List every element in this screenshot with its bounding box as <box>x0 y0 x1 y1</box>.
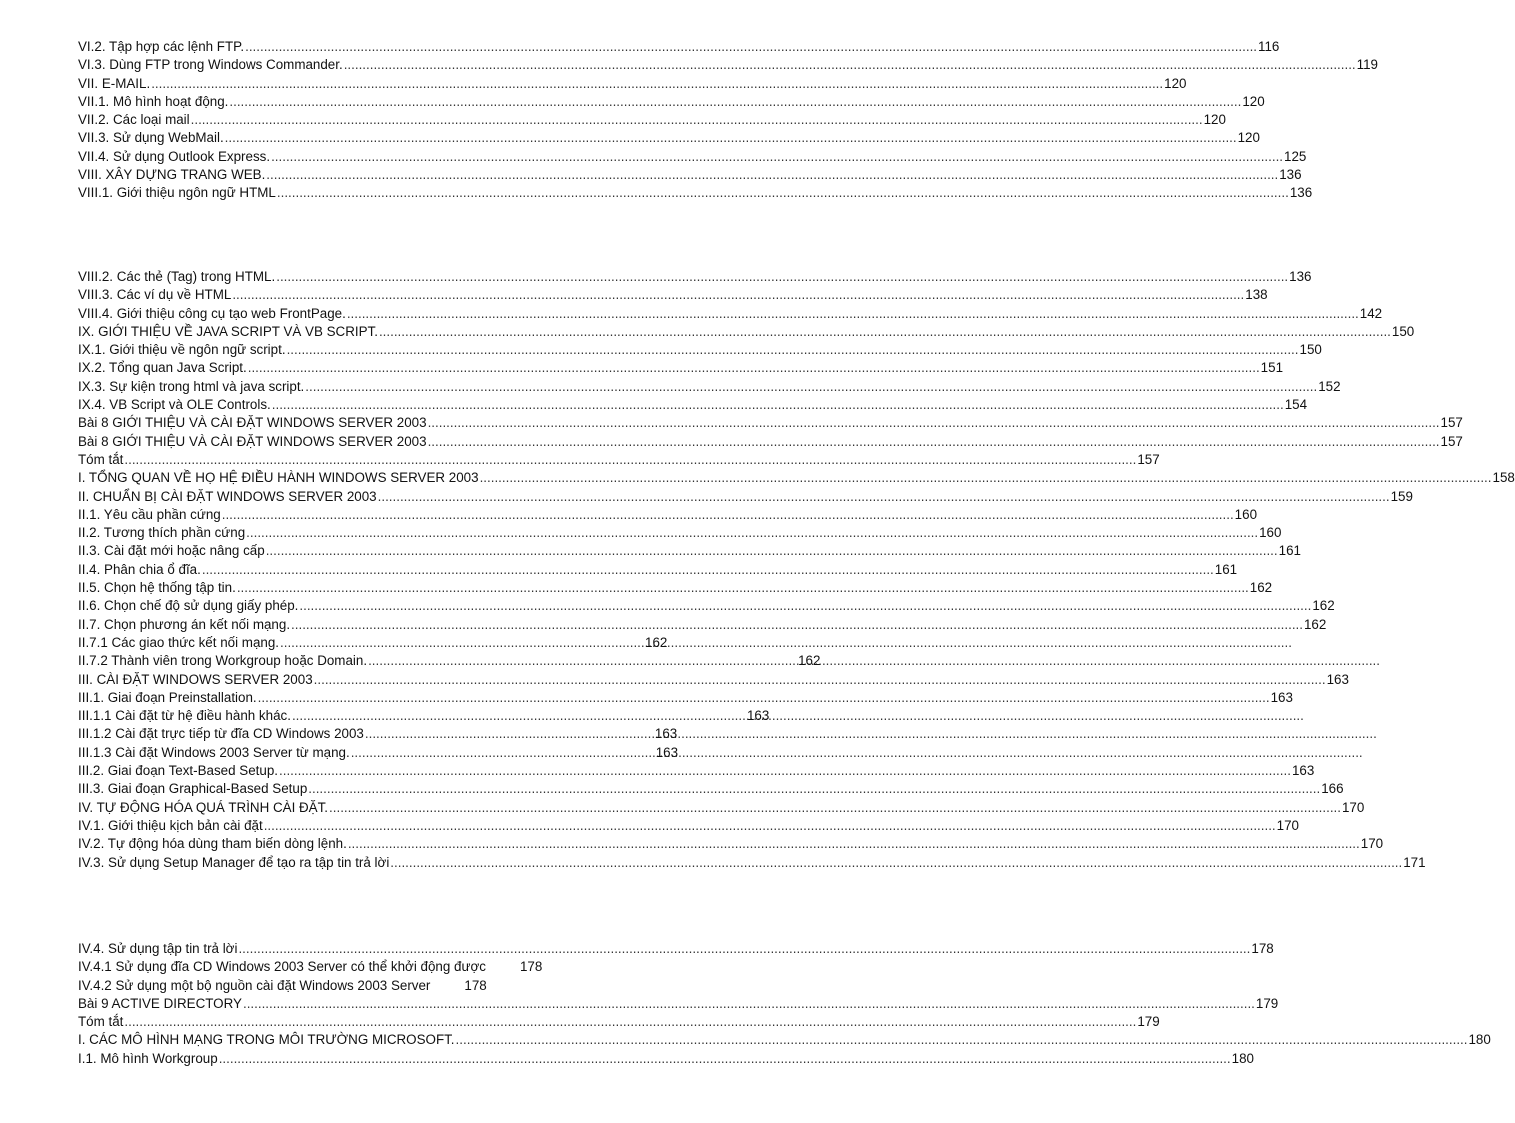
toc-entry-page: 162 <box>645 634 668 650</box>
toc-entry-page: 116 <box>1258 39 1280 54</box>
toc-entry-title: II. CHUẨN BỊ CÀI ĐẶT WINDOWS SERVER 2003 <box>78 488 377 504</box>
toc-entry-title: VIII.3. Các ví dụ về HTML <box>78 287 232 303</box>
toc-entry-page: 180 <box>1231 1050 1254 1066</box>
toc-entry <box>78 725 760 743</box>
toc-entry-page: 163 <box>1326 671 1349 687</box>
toc-entry-title: II.3. Cài đặt mới hoặc nâng cấp <box>78 543 265 559</box>
toc-entry-page: 163 <box>655 744 679 760</box>
toc-entry <box>78 1031 1491 1049</box>
toc-entry <box>78 488 1413 506</box>
toc-entry-title: VI.3. Dùng FTP trong Windows Commander. <box>78 57 343 73</box>
toc-entry <box>78 433 1463 451</box>
toc-entry-page: 162 <box>798 653 821 669</box>
dot-leader <box>258 689 1270 707</box>
toc-entry <box>78 707 770 725</box>
dot-leader <box>428 414 1440 432</box>
toc-entry <box>78 616 1327 634</box>
dot-leader <box>428 433 1440 451</box>
dot-leader <box>222 506 1234 524</box>
toc-entry-title: IX.1. Giới thiệu về ngôn ngữ script. <box>78 342 286 358</box>
dot-leader <box>243 995 1255 1013</box>
toc-entry-page: 138 <box>1245 287 1268 303</box>
toc-entry-page: 120 <box>1164 75 1187 91</box>
toc-entry-title: Tóm tắt <box>78 451 124 467</box>
dot-leader <box>299 597 1311 615</box>
toc-entry-title: I.1. Mô hình Workgroup <box>78 1050 218 1066</box>
toc-entry-title: IX.3. Sự kiện trong html và java script. <box>78 378 305 394</box>
toc-entry-page: 142 <box>1359 305 1383 321</box>
dot-leader <box>238 940 1250 958</box>
dot-leader <box>272 396 1284 414</box>
toc-entry <box>78 305 1383 323</box>
toc-entry-page: 163 <box>1270 689 1293 705</box>
dot-leader <box>329 799 1341 817</box>
toc-entry-page: 157 <box>1440 415 1463 431</box>
dot-leader <box>266 542 1278 560</box>
dot-leader <box>348 835 1360 853</box>
toc-entry-page: 178 <box>1251 941 1274 956</box>
toc-entry-title: VII.1. Mô hình hoạt động. <box>78 93 229 109</box>
toc-entry-page: 125 <box>1284 148 1307 164</box>
toc-entry-page: 179 <box>1137 1014 1160 1030</box>
toc-entry <box>78 148 1307 166</box>
toc-entry-page: 161 <box>1278 543 1301 559</box>
toc-entry <box>78 111 1226 129</box>
toc-block-1 <box>78 38 1378 203</box>
toc-entry-title: I. TỔNG QUAN VỀ HỌ HỆ ĐIỀU HÀNH WINDOWS SERVER 2003 <box>78 470 479 486</box>
toc-entry <box>78 451 1160 469</box>
toc-entry <box>78 1050 1254 1068</box>
toc-entry <box>78 38 1280 56</box>
dot-leader <box>347 305 1359 323</box>
toc-entry-title: III.1.3 Cài đặt Windows 2003 Server từ mạng. <box>78 744 350 760</box>
toc-entry-page: 136 <box>1289 185 1313 201</box>
dot-leader <box>351 744 621 762</box>
toc-entry <box>78 56 1378 74</box>
dot-leader <box>456 1031 1468 1049</box>
toc-entry <box>78 835 1384 853</box>
toc-entry <box>78 414 1463 432</box>
toc-entry <box>78 129 1260 147</box>
toc-entry-page: 163 <box>746 708 770 724</box>
toc-entry-page: 160 <box>1234 506 1258 522</box>
toc-entry-title: VII.2. Các loại mail <box>78 112 190 128</box>
toc-entry-title: I. CÁC MÔ HÌNH MẠNG TRONG MÔI TRƯỜNG MICROSOFT. <box>78 1032 455 1048</box>
toc-entry-page: 150 <box>1299 342 1322 358</box>
toc-entry <box>78 469 1515 487</box>
toc-entry <box>78 184 1313 202</box>
toc-entry-page: 152 <box>1318 378 1341 394</box>
toc-entry <box>78 817 1299 835</box>
toc-entry-title: Bài 8 GIỚI THIỆU VÀ CÀI ĐẶT WINDOWS SERVER 2003 <box>78 433 427 449</box>
toc-entry-page: 170 <box>1341 799 1365 815</box>
toc-entry-title: IV.3. Sử dụng Setup Manager để tạo ra tập tin trả lời <box>78 854 390 870</box>
dot-leader <box>151 75 1163 93</box>
toc-entry-title: II.7.1 Các giao thức kết nối mạng. <box>78 634 280 650</box>
toc-entry <box>78 75 1187 93</box>
toc-entry <box>78 597 1335 615</box>
toc-entry <box>78 542 1301 560</box>
toc-entry <box>78 93 1265 111</box>
toc-entry-page: 166 <box>1321 781 1344 797</box>
toc-entry <box>78 506 1258 524</box>
dot-leader <box>344 56 1356 74</box>
dot-leader <box>225 129 1237 147</box>
dot-leader <box>248 359 1260 377</box>
toc-entry <box>78 854 1426 872</box>
toc-entry <box>78 940 1274 958</box>
toc-entry-page: 180 <box>1468 1032 1491 1048</box>
toc-entry-page: 160 <box>1259 525 1282 541</box>
dot-leader <box>305 378 1317 396</box>
toc-entry <box>78 323 1415 341</box>
toc-entry-page: 154 <box>1284 397 1308 413</box>
toc-entry <box>78 286 1268 304</box>
toc-entry <box>78 995 1279 1013</box>
dot-leader <box>202 561 1214 579</box>
toc-entry <box>78 762 1315 780</box>
toc-entry-page: 179 <box>1255 995 1279 1011</box>
toc-entry-page: 170 <box>1360 836 1384 852</box>
dot-leader <box>191 111 1203 129</box>
dot-leader <box>276 268 1288 286</box>
toc-entry-title: IV.4.1 Sử dụng đĩa CD Windows 2003 Server có thể khởi động được <box>78 959 486 975</box>
dot-leader <box>291 616 1303 634</box>
toc-entry-title: III.2. Giai đoạn Text-Based Setup. <box>78 763 278 779</box>
toc-entry-title: III.1.2 Cài đặt trực tiếp từ đĩa CD Windows 2003 <box>78 726 364 742</box>
dot-leader <box>237 579 1249 597</box>
toc-entry <box>78 671 1349 689</box>
toc-entry-page: 163 <box>654 726 678 742</box>
toc-entry-page: 178 <box>519 959 543 975</box>
dot-leader <box>246 524 1258 542</box>
dot-leader <box>365 725 620 743</box>
toc-entry-page: 170 <box>1276 817 1299 833</box>
toc-entry-page: 162 <box>1249 580 1273 596</box>
toc-entry-page: 151 <box>1260 360 1284 376</box>
dot-leader <box>124 451 1136 469</box>
toc-entry <box>78 268 1312 286</box>
toc-entry <box>78 799 1365 817</box>
dot-leader <box>292 707 712 725</box>
toc-entry-page: 150 <box>1391 323 1415 339</box>
toc-entry <box>78 341 1322 359</box>
toc-entry-page: 158 <box>1492 470 1515 486</box>
toc-entry <box>78 744 760 762</box>
dot-leader <box>314 671 1326 689</box>
toc-entry-page: 157 <box>1137 451 1160 467</box>
dot-leader <box>266 166 1278 184</box>
toc-entry-page: 162 <box>1303 616 1327 632</box>
dot-leader <box>277 184 1289 202</box>
toc-entry-title: IX.2. Tổng quan Java Script. <box>78 360 247 376</box>
toc-entry <box>78 561 1238 579</box>
dot-leader <box>219 1050 1231 1068</box>
toc-entry <box>78 634 760 652</box>
toc-entry-title: Bài 8 GIỚI THIỆU VÀ CÀI ĐẶT WINDOWS SERVER 2003 <box>78 415 427 431</box>
toc-entry-title: VIII.4. Giới thiệu công cụ tạo web FrontPage. <box>78 305 346 321</box>
toc-entry-title: II.1. Yêu cầu phần cứng <box>78 506 221 522</box>
toc-entry-page: 119 <box>1356 57 1378 73</box>
dot-leader <box>271 148 1283 166</box>
toc-entry-title: IX. GIỚI THIỆU VỀ JAVA SCRIPT VÀ VB SCRIPT. <box>78 323 378 339</box>
toc-entry-page: 136 <box>1289 269 1312 284</box>
toc-block-3 <box>78 940 1491 1068</box>
toc-entry-title: Tóm tắt <box>78 1014 124 1030</box>
toc-entry-title: VII. E-MAIL. <box>78 75 151 91</box>
toc-entry-title: II.4. Phân chia ổ đĩa. <box>78 561 201 577</box>
dot-leader <box>480 469 1492 487</box>
toc-block-2 <box>78 268 1515 872</box>
toc-entry-title: III.3. Giai đoạn Graphical-Based Setup <box>78 781 308 797</box>
dot-leader <box>232 286 1244 304</box>
toc-entry-title: II.7. Chọn phương án kết nối mạng. <box>78 616 291 632</box>
toc-entry <box>78 780 1344 798</box>
toc-entry-title: VIII. XÂY DỰNG TRANG WEB. <box>78 167 266 183</box>
toc-entry <box>78 166 1302 184</box>
dot-leader <box>378 488 1390 506</box>
dot-leader <box>264 817 1276 835</box>
toc-entry-title: VII.3. Sử dụng WebMail. <box>78 130 224 146</box>
toc-entry-title: II.5. Chọn hệ thống tập tin. <box>78 580 236 596</box>
toc-entry-title: IV.2. Tự động hóa dùng tham biến dòng lệnh. <box>78 836 347 852</box>
toc-entry <box>78 689 1293 707</box>
toc-entry-title: IV. TỰ ĐỘNG HÓA QUÁ TRÌNH CÀI ĐẶT. <box>78 799 329 815</box>
toc-entry-page: 120 <box>1237 130 1260 146</box>
toc-entry <box>78 1013 1160 1031</box>
toc-entry-title: III.1.1 Cài đặt từ hệ điều hành khác. <box>78 708 291 724</box>
toc-entry-page: 171 <box>1403 854 1426 870</box>
toc-entry <box>78 579 1273 597</box>
toc-entry <box>78 524 1282 542</box>
toc-entry-title: IV.4.2 Sử dụng một bộ nguồn cài đặt Windows 2003 Server <box>78 977 431 993</box>
dot-leader <box>287 341 1299 359</box>
toc-entry-title: VI.2. Tập hợp các lệnh FTP. <box>78 39 245 54</box>
toc-entry-page: 136 <box>1279 167 1302 183</box>
dot-leader <box>368 652 763 670</box>
toc-entry <box>78 652 821 670</box>
toc-entry-title: Bài 9 ACTIVE DIRECTORY <box>78 995 242 1011</box>
toc-entry-title: IV.1. Giới thiệu kịch bản cài đặt <box>78 817 263 833</box>
dot-leader <box>280 634 610 652</box>
toc-entry <box>78 378 1341 396</box>
toc-entry-page: 120 <box>1203 112 1226 128</box>
toc-entry-page: 162 <box>1312 598 1335 614</box>
toc-entry <box>78 396 1308 414</box>
toc-entry-page: 161 <box>1214 561 1238 577</box>
toc-entry-title: III. CÀI ĐẶT WINDOWS SERVER 2003 <box>78 671 313 687</box>
toc-entry <box>78 359 1284 377</box>
toc-entry-title: III.1. Giai đoạn Preinstallation. <box>78 689 257 705</box>
toc-entry-page: 157 <box>1440 433 1463 449</box>
dot-leader <box>279 762 1291 780</box>
toc-entry-page: 120 <box>1242 93 1265 109</box>
toc-entry-title: VIII.1. Giới thiệu ngôn ngữ HTML <box>78 185 276 201</box>
dot-leader <box>308 780 1320 798</box>
toc-entry <box>78 977 760 995</box>
toc-entry-title: VII.4. Sử dụng Outlook Express. <box>78 148 271 164</box>
toc-entry-page: 178 <box>464 977 487 993</box>
dot-leader <box>379 323 1391 341</box>
toc-entry-title: IV.4. Sử dụng tập tin trả lời <box>78 941 238 956</box>
toc-entry-title: II.6. Chọn chế độ sử dụng giấy phép. <box>78 598 299 614</box>
dot-leader <box>390 854 1402 872</box>
toc-entry-title: IX.4. VB Script và OLE Controls. <box>78 397 271 413</box>
toc-entry-title: VIII.2. Các thẻ (Tag) trong HTML. <box>78 269 276 284</box>
dot-leader <box>229 93 1241 111</box>
toc-entry-page: 159 <box>1390 488 1413 504</box>
dot-leader <box>245 38 1257 56</box>
toc-entry <box>78 958 760 976</box>
dot-leader <box>124 1013 1136 1031</box>
toc-entry-title: II.7.2 Thành viên trong Workgroup hoặc Domain. <box>78 653 368 669</box>
toc-entry-page: 163 <box>1291 763 1315 779</box>
toc-entry-title: II.2. Tương thích phần cứng <box>78 525 246 541</box>
